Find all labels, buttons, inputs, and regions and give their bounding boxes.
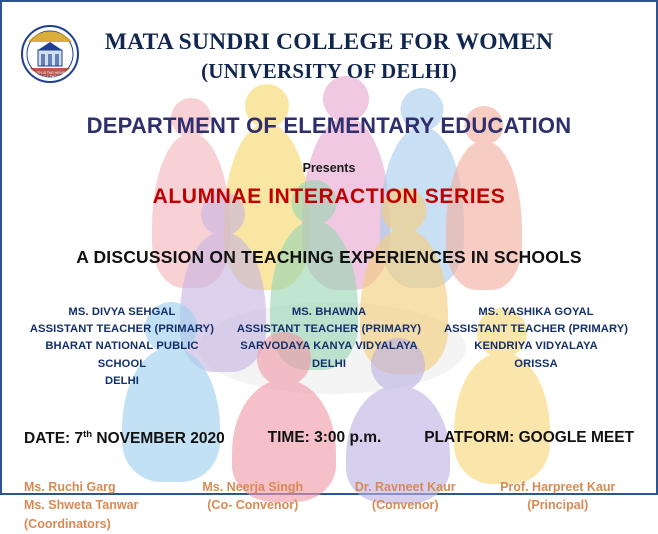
organiser-role: (Principal): [527, 498, 589, 513]
poster-content: [2, 2, 656, 534]
event-platform: PLATFORM: GOOGLE MEET: [424, 428, 634, 446]
event-details: [2, 429, 656, 448]
presents-label: Presents: [302, 160, 356, 175]
speaker-place: DELHI: [311, 357, 347, 370]
organiser-role: (Co- Convenor): [207, 498, 299, 513]
speaker-name: MS. BHAWNA: [291, 305, 367, 318]
department-title: DEPARTMENT OF ELEMENTARY EDUCATION: [86, 112, 572, 138]
svg-text:OF ALL THINGS: OF ALL THINGS: [37, 75, 63, 79]
organiser-block: [177, 478, 330, 534]
college-name: [2, 2, 656, 87]
speaker-place: DELHI: [104, 375, 139, 388]
college-logo-icon: [20, 24, 80, 84]
speaker-card: [227, 304, 431, 391]
event-date-ordinal: th: [83, 428, 93, 440]
organiser-block: [482, 478, 635, 534]
svg-text:TRUTH IS THE HIGHEST: TRUTH IS THE HIGHEST: [30, 71, 70, 75]
organiser-block: [329, 478, 482, 534]
organiser-line: Dr. Ravneet Kaur: [354, 479, 456, 494]
speaker-card: [20, 304, 224, 391]
speaker-name: MS. YASHIKA GOYAL: [478, 305, 594, 318]
speaker-school: KENDRIYA VIDYALAYA: [474, 340, 598, 353]
event-time: TIME: 3:00 p.m.: [267, 428, 382, 446]
speaker-designation: ASSISTANT TEACHER (PRIMARY): [236, 323, 422, 336]
event-date-rest: NOVEMBER 2020: [92, 429, 225, 447]
organiser-block: [24, 478, 177, 534]
speaker-school: SARVODAYA KANYA VIDYALAYA: [240, 340, 418, 353]
organiser-line: Ms. Shweta Tanwar: [24, 498, 139, 513]
speaker-school: BHARAT NATIONAL PUBLIC SCHOOL: [45, 340, 199, 370]
organiser-line: Ms. Neerja Singh: [202, 479, 304, 494]
speaker-designation: ASSISTANT TEACHER (PRIMARY): [443, 323, 629, 336]
speaker-designation: ASSISTANT TEACHER (PRIMARY): [29, 323, 215, 336]
speaker-name: MS. DIVYA SEHGAL: [68, 305, 176, 318]
speakers-list: [2, 304, 656, 391]
event-date-label: DATE: 7: [24, 429, 84, 447]
speaker-card: [434, 304, 638, 391]
organisers-list: [2, 478, 656, 534]
college-name-line1: MATA SUNDRI COLLEGE FOR WOMEN: [104, 29, 554, 55]
series-title: ALUMNAE INTERACTION SERIES: [152, 184, 506, 208]
organiser-role: (Convenor): [371, 498, 439, 513]
organiser-line: Ms. Ruchi Garg: [24, 479, 116, 494]
organiser-role: (Coordinators): [24, 517, 111, 532]
event-date: [24, 429, 225, 448]
speaker-place: ORISSA: [514, 357, 558, 370]
organiser-line: Prof. Harpreet Kaur: [500, 479, 616, 494]
college-name-line2: (UNIVERSITY OF DELHI): [201, 59, 457, 84]
topic-title: A DISCUSSION ON TEACHING EXPERIENCES IN SCHOOLS: [76, 246, 582, 267]
